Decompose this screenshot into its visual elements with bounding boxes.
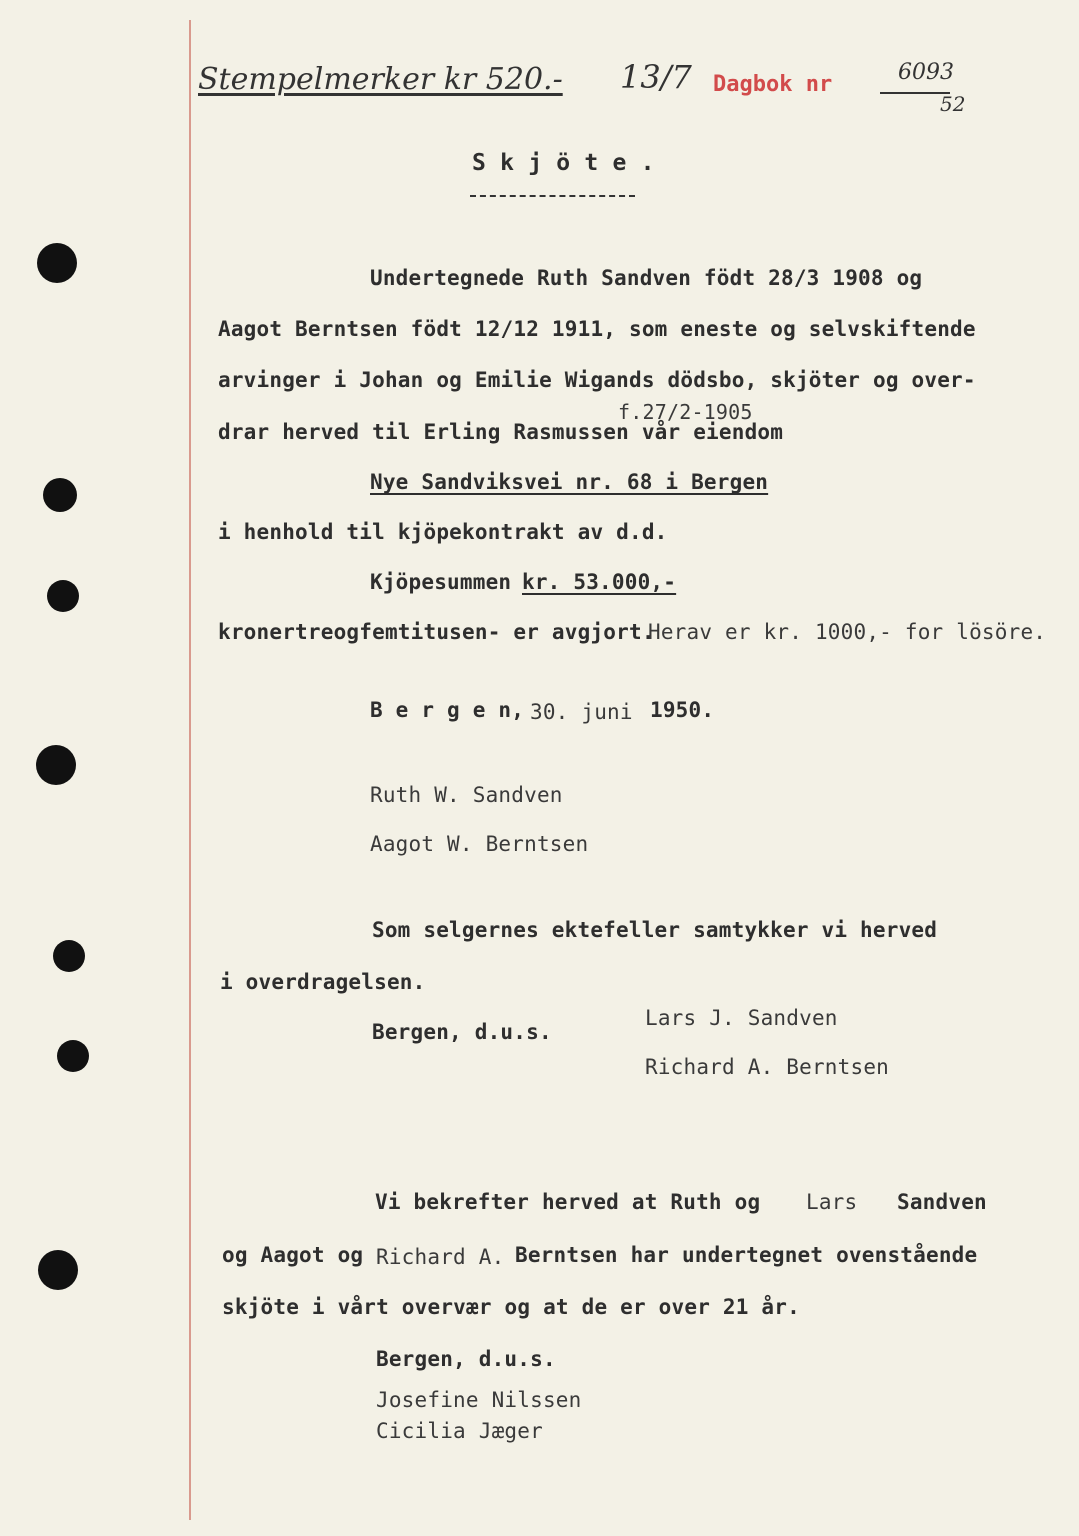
punch-hole	[38, 1250, 78, 1290]
price-value: kr. 53.000,-	[522, 570, 677, 594]
consent-place: Bergen, d.u.s.	[372, 1020, 552, 1044]
punch-hole	[57, 1040, 89, 1072]
witness-place: Bergen, d.u.s.	[376, 1347, 556, 1371]
property-address: Nye Sandviksvei nr. 68 i Bergen	[370, 470, 769, 494]
document-title: S k j ö t e .	[472, 150, 655, 176]
witness-line-2c: Berntsen har undertegnet ovenstående	[515, 1243, 978, 1267]
punch-hole	[53, 940, 85, 972]
consent-line-2: i overdragelsen.	[220, 970, 426, 994]
register-fraction-line	[880, 92, 950, 94]
spouse-signature: Lars J. Sandven	[645, 1006, 838, 1030]
movables-note: Herav er kr. 1000,- for lösöre.	[648, 620, 1047, 644]
witness-line-1c: Sandven	[897, 1190, 987, 1214]
punch-hole	[47, 580, 79, 612]
place: B e r g e n,	[370, 698, 525, 722]
body-line-3: arvinger i Johan og Emilie Wigands dödsbo, skjöter og over-	[218, 368, 976, 392]
stamp-note: Stempelmerker kr 520.-	[198, 62, 563, 97]
body-line-2: Aagot Berntsen födt 12/12 1911, som eneste og selvskiftende	[218, 317, 976, 341]
price-in-words: kronertreogfemtitusen- er avgjort.	[218, 620, 655, 644]
witness-line-3: skjöte i vårt overvær og at de er over 21 år.	[222, 1295, 800, 1319]
body-line-4: drar herved til Erling Rasmussen vår eiendom	[218, 420, 784, 444]
punch-hole	[36, 745, 76, 785]
spouse-signature: Richard A. Berntsen	[645, 1055, 890, 1079]
witness-signature: Josefine Nilssen	[376, 1388, 582, 1412]
margin-rule	[189, 20, 191, 1520]
seller-signature: Ruth W. Sandven	[370, 783, 563, 807]
register-number: 6093	[898, 60, 954, 85]
register-label: Dagbok nr	[713, 72, 833, 97]
date-note: 13/7	[620, 58, 692, 96]
punch-hole	[37, 243, 77, 283]
witness-line-1b: Lars	[806, 1190, 858, 1214]
price-label: Kjöpesummen	[370, 570, 512, 594]
consent-line-1: Som selgernes ektefeller samtykker vi herved	[372, 918, 938, 942]
seller-signature: Aagot W. Berntsen	[370, 832, 589, 856]
body-line-1: Undertegnede Ruth Sandven födt 28/3 1908 og	[370, 266, 923, 290]
witness-line-2a: og Aagot og	[222, 1243, 364, 1267]
birthdate-insertion: f.27/2-1905	[618, 400, 753, 424]
punch-hole	[43, 478, 77, 512]
year: 1950.	[650, 698, 715, 722]
register-sub: 52	[940, 92, 966, 116]
witness-line-1a: Vi bekrefter herved at Ruth og	[375, 1190, 761, 1214]
title-underline	[470, 195, 635, 197]
witness-signature: Cicilia Jæger	[376, 1419, 543, 1443]
witness-line-2b: Richard A.	[376, 1245, 505, 1269]
body-line-5: i henhold til kjöpekontrakt av d.d.	[218, 520, 668, 544]
day-month: 30. juni	[530, 700, 633, 724]
